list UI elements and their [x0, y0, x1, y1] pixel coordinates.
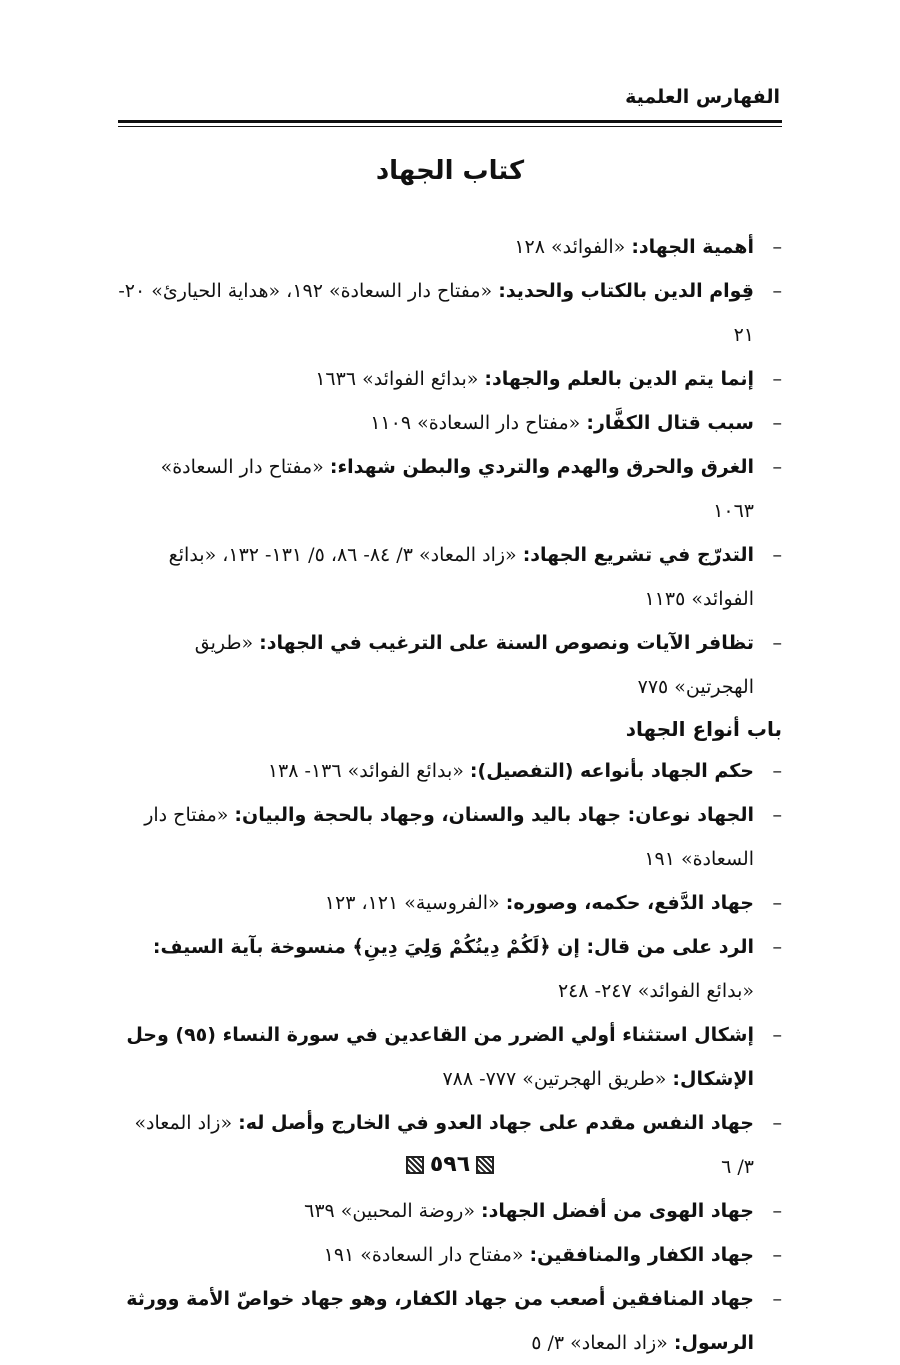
ornament-icon [406, 1156, 424, 1174]
section-title: كتاب الجهاد [375, 156, 525, 186]
page-number-footer [0, 1152, 900, 1177]
index-entry: – جهاد الهوى من أفضل الجهاد: «روضة المحبين» ٦٣٩ [304, 1200, 782, 1222]
header-rule-thin [118, 126, 782, 127]
index-entry: – قِوام الدين بالكتاب والحديد: «مفتاح دار السعادة» ١٩٢، «هداية الحيارئ» ٢٠- ٢١ [118, 280, 782, 346]
index-entries [118, 225, 782, 1365]
index-entry: – الجهاد نوعان: جهاد باليد والسنان، وجهاد بالحجة والبيان: «مفتاح دار السعادة» ١٩١ [144, 804, 782, 870]
page-number: ٥٩٦ [429, 1152, 471, 1177]
index-entry: – إشكال استثناء أولي الضرر من القاعدين في سورة النساء (٩٥) وحل الإشكال: «طريق الهجرتين» ٧٧٧- ٧٨٨ [126, 1024, 782, 1090]
header-rule [118, 120, 782, 123]
subsection-heading: باب أنواع الجهاد [625, 717, 782, 741]
ornament-icon [476, 1156, 494, 1174]
index-entry: – التدرّج في تشريع الجهاد: «زاد المعاد» ٣/ ٨٤- ٨٦، ٥/ ١٣١- ١٣٢، «بدائع الفوائد» ١١٣٥ [168, 544, 782, 610]
index-entry: – جهاد النفس مقدم على جهاد العدو في الخارج وأصل له: «زاد المعاد» ٣/ ٦ [134, 1112, 782, 1178]
index-entry: – إنما يتم الدين بالعلم والجهاد: «بدائع الفوائد» ١٦٣٦ [315, 368, 782, 390]
index-entry: – الرد على من قال: إن ﴿لَكُمْ دِينُكُمْ وَلِيَ دِينِ﴾ منسوخة بآية السيف: «بدائع الفوائد» ٢٤٧- ٢٤٨ [152, 936, 782, 1002]
index-entry: – جهاد الكفار والمنافقين: «مفتاح دار السعادة» ١٩١ [323, 1244, 782, 1266]
index-entry: – تظافر الآيات ونصوص السنة على الترغيب في الجهاد: «طريق الهجرتين» ٧٧٥ [194, 632, 782, 698]
index-entry: – الغرق والحرق والهدم والتردي والبطن شهداء: «مفتاح دار السعادة» ١٠٦٣ [160, 456, 782, 522]
index-entry: – سبب قتال الكفَّار: «مفتاح دار السعادة» ١١٠٩ [370, 412, 782, 434]
running-header: الفهارس العلمية [625, 86, 780, 108]
index-entry: – جهاد المنافقين أصعب من جهاد الكفار، وهو جهاد خواصّ الأمة وورثة الرسول: «زاد المعاد» ٣/ ٥ [126, 1288, 782, 1354]
index-entry: – حكم الجهاد بأنواعه (التفصيل): «بدائع الفوائد» ١٣٦- ١٣٨ [267, 760, 782, 782]
index-entry: – أهمية الجهاد: «الفوائد» ١٢٨ [514, 236, 782, 258]
index-entry: – جهاد الدَّفع، حكمه، وصوره: «الفروسية» ١٢١، ١٢٣ [324, 892, 782, 914]
